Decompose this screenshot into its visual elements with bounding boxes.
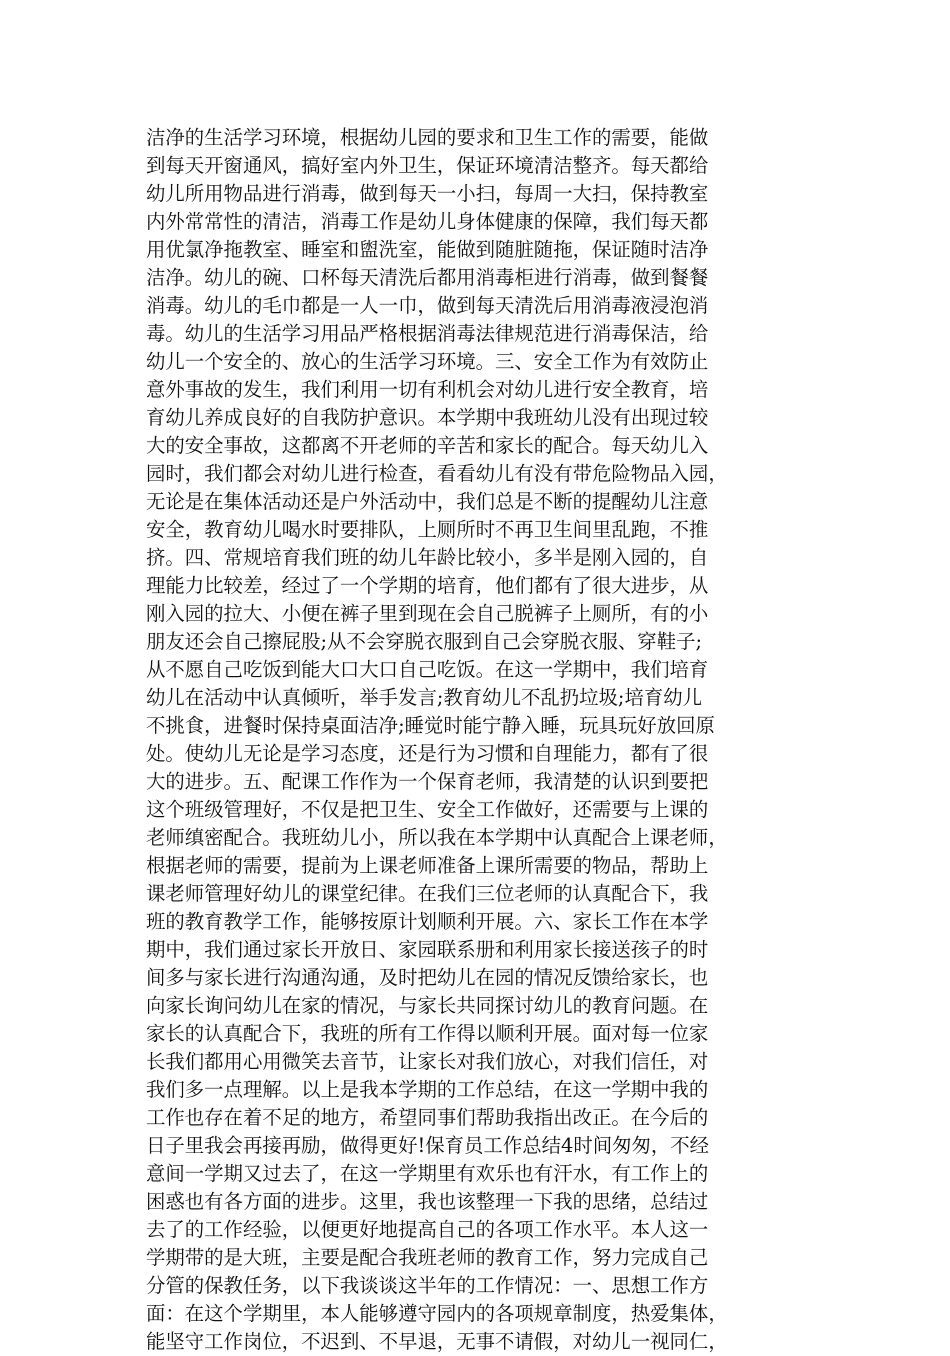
- text-line: 去了的工作经验，以便更好地提高自己的各项工作水平。本人这一: [146, 1218, 709, 1241]
- text-line: 安全，教育幼儿喝水时要排队，上厕所时不再卫生间里乱跑，不推: [146, 518, 709, 541]
- text-line: 洁净的生活学习环境，根据幼儿园的要求和卫生工作的需要，能做: [146, 126, 709, 149]
- text-line: 分管的保教任务，以下我谈谈这半年的工作情况：一、思想工作方: [146, 1274, 709, 1297]
- text-line: 家长的认真配合下，我班的所有工作得以顺利开展。面对每一位家: [146, 1022, 709, 1045]
- text-line: 困惑也有各方面的进步。这里，我也该整理一下我的思绪，总结过: [146, 1190, 709, 1213]
- text-line: 这个班级管理好，不仅是把卫生、安全工作做好，还需要与上课的: [146, 798, 709, 821]
- text-line: 挤。四、常规培育我们班的幼儿年龄比较小，多半是刚入园的，自: [146, 546, 709, 569]
- text-line: 消毒。幼儿的毛巾都是一人一巾，做到每天清洗后用消毒液浸泡消: [146, 294, 709, 317]
- text-line: 意间一学期又过去了，在这一学期里有欢乐也有汗水，有工作上的: [146, 1162, 709, 1185]
- text-line: 用优氯净拖教室、睡室和盥洗室，能做到随脏随拖，保证随时洁净: [146, 238, 709, 261]
- text-line: 长我们都用心用微笑去音节，让家长对我们放心，对我们信任，对: [146, 1050, 709, 1073]
- text-line: 毒。幼儿的生活学习用品严格根据消毒法律规范进行消毒保洁，给: [146, 322, 709, 345]
- text-line: 刚入园的拉大、小便在裤子里到现在会自己脱裤子上厕所，有的小: [146, 602, 709, 625]
- text-line: 课老师管理好幼儿的课堂纪律。在我们三位老师的认真配合下，我: [146, 882, 709, 905]
- text-line: 期中，我们通过家长开放日、家园联系册和利用家长接送孩子的时: [146, 938, 709, 961]
- text-line: 不挑食，进餐时保持桌面洁净;睡觉时能宁静入睡，玩具玩好放回原: [146, 714, 715, 737]
- text-line: 园时，我们都会对幼儿进行检查，看看幼儿有没有带危险物品入园，: [146, 462, 728, 485]
- text-line: 处。使幼儿无论是学习态度，还是行为习惯和自理能力，都有了很: [146, 742, 709, 765]
- text-line: 根据老师的需要，提前为上课老师准备上课所需要的物品，帮助上: [146, 854, 709, 877]
- text-line: 朋友还会自己擦屁股;从不会穿脱衣服到自己会穿脱衣服、穿鞋子;: [146, 630, 703, 653]
- text-line: 老师缜密配合。我班幼儿小，所以我在本学期中认真配合上课老师，: [146, 826, 728, 849]
- text-line: 到每天开窗通风，搞好室内外卫生，保证环境清洁整齐。每天都给: [146, 154, 709, 177]
- text-line: 理能力比较差，经过了一个学期的培育，他们都有了很大进步，从: [146, 574, 709, 597]
- text-line: 日子里我会再接再励，做得更好!保育员工作总结4时间匆匆，不经: [146, 1134, 710, 1157]
- text-line: 意外事故的发生，我们利用一切有利机会对幼儿进行安全教育，培: [146, 378, 709, 401]
- text-line: 无论是在集体活动还是户外活动中，我们总是不断的提醒幼儿注意: [146, 490, 709, 513]
- text-line: 学期带的是大班，主要是配合我班老师的教育工作，努力完成自己: [146, 1246, 709, 1269]
- text-line: 面：在这个学期里，本人能够遵守园内的各项规章制度，热爱集体，: [146, 1302, 728, 1325]
- text-line: 育幼儿养成良好的自我防护意识。本学期中我班幼儿没有出现过较: [146, 406, 709, 429]
- body-text: [146, 124, 826, 1356]
- text-line: 幼儿所用物品进行消毒，做到每天一小扫，每周一大扫，保持教室: [146, 182, 709, 205]
- text-line: 幼儿在活动中认真倾听，举手发言;教育幼儿不乱扔垃圾;培育幼儿: [146, 686, 703, 709]
- text-line: 我们多一点理解。以上是我本学期的工作总结，在这一学期中我的: [146, 1078, 709, 1101]
- text-line: 内外常常性的清洁，消毒工作是幼儿身体健康的保障，我们每天都: [146, 210, 709, 233]
- text-line: 向家长询问幼儿在家的情况，与家长共同探讨幼儿的教育问题。在: [146, 994, 709, 1017]
- text-line: 工作也存在着不足的地方，希望同事们帮助我指出改正。在今后的: [146, 1106, 709, 1129]
- text-line: 从不愿自己吃饭到能大口大口自己吃饭。在这一学期中，我们培育: [146, 658, 709, 681]
- text-line: 洁净。幼儿的碗、口杯每天清洗后都用消毒柜进行消毒，做到餐餐: [146, 266, 709, 289]
- text-line: 大的进步。五、配课工作作为一个保育老师，我清楚的认识到要把: [146, 770, 709, 793]
- text-line: 间多与家长进行沟通沟通，及时把幼儿在园的情况反馈给家长，也: [146, 966, 709, 989]
- text-line: 班的教育教学工作，能够按原计划顺利开展。六、家长工作在本学: [146, 910, 709, 933]
- text-line: 大的安全事故，这都离不开老师的辛苦和家长的配合。每天幼儿入: [146, 434, 709, 457]
- text-line: 能坚守工作岗位，不迟到、不早退，无事不请假，对幼儿一视同仁，: [146, 1330, 728, 1353]
- text-line: 幼儿一个安全的、放心的生活学习环境。三、安全工作为有效防止: [146, 350, 709, 373]
